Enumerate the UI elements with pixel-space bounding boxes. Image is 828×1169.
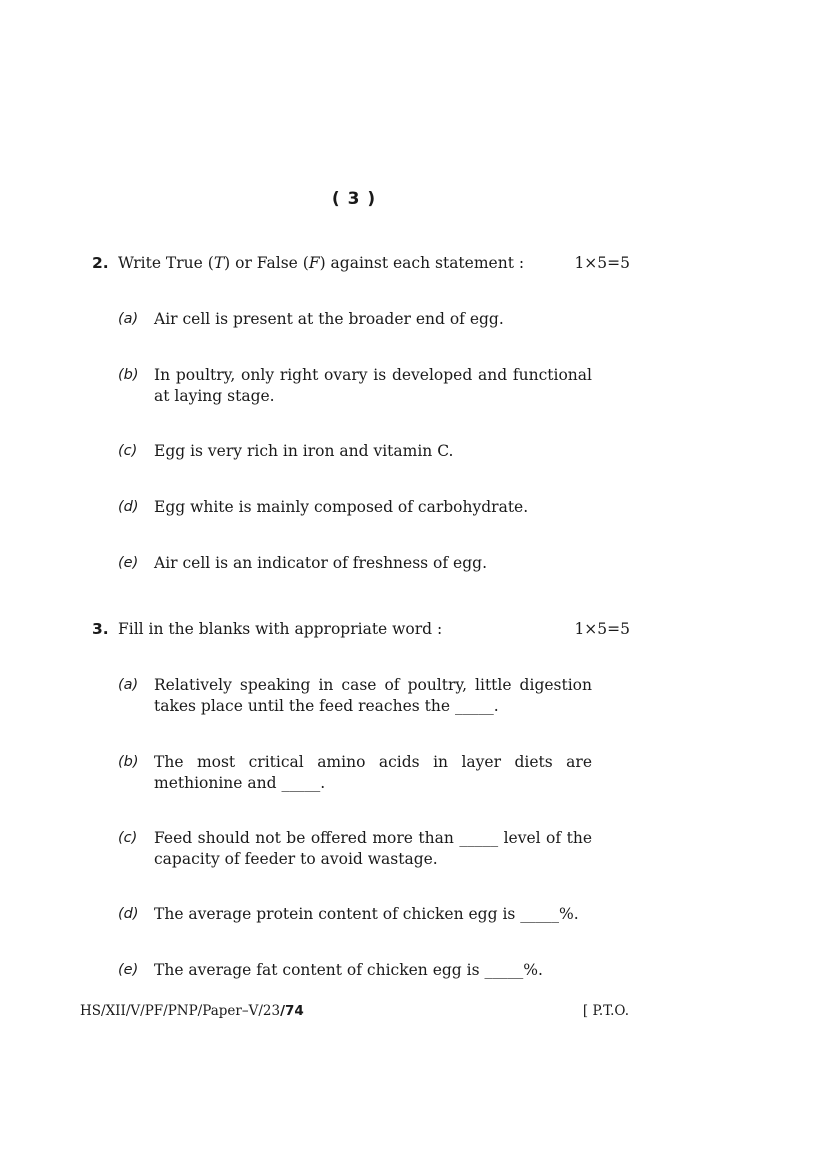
item-label: (b) xyxy=(118,754,139,770)
item-text: The most critical amino acids in layer diets are methionine and _____. xyxy=(154,753,592,792)
item-text: Feed should not be offered more than _____ level of the capacity of feeder to avoid wastage. xyxy=(154,829,592,868)
item-label: (a) xyxy=(118,311,139,327)
item-label: (e) xyxy=(118,555,139,571)
item-text: Egg is very rich in iron and vitamin C. xyxy=(154,442,454,460)
question-3 xyxy=(92,619,632,640)
item-label: (c) xyxy=(118,443,138,459)
item-label: (e) xyxy=(118,962,139,978)
question-number: 3. xyxy=(92,620,109,638)
item-text: Air cell is present at the broader end of egg. xyxy=(154,310,504,328)
item-text: Relatively speaking in case of poultry, little digestion takes place until the feed reaches the _____. xyxy=(154,676,592,715)
item-label: (c) xyxy=(118,830,138,846)
question-instruction: Fill in the blanks with appropriate word : xyxy=(118,620,443,638)
question-instruction: Write True (T) or False (F) against each statement : xyxy=(118,254,525,272)
paper-code: HS/XII/V/PF/PNP/Paper–V/23/74 xyxy=(80,1003,304,1019)
item-text: The average fat content of chicken egg is _____%. xyxy=(154,961,543,979)
item-label: (d) xyxy=(118,906,139,922)
question-3-header xyxy=(92,619,632,640)
item-text: Egg white is mainly composed of carbohydrate. xyxy=(154,498,529,516)
question-2 xyxy=(92,253,632,274)
page-number: ( 3 ) xyxy=(331,189,377,209)
item-label: (a) xyxy=(118,677,139,693)
question-number: 2. xyxy=(92,254,109,272)
item-text: Air cell is an indicator of freshness of egg. xyxy=(154,554,487,572)
question-2-header xyxy=(92,253,632,274)
item-text: The average protein content of chicken egg is _____%. xyxy=(154,905,579,923)
question-marks: 1×5=5 xyxy=(574,254,630,272)
item-label: (d) xyxy=(118,499,139,515)
item-text: In poultry, only right ovary is developed and functional at laying stage. xyxy=(154,366,592,405)
pto-label: [ P.T.O. xyxy=(582,1003,629,1019)
question-marks: 1×5=5 xyxy=(574,620,630,638)
item-label: (b) xyxy=(118,367,139,383)
